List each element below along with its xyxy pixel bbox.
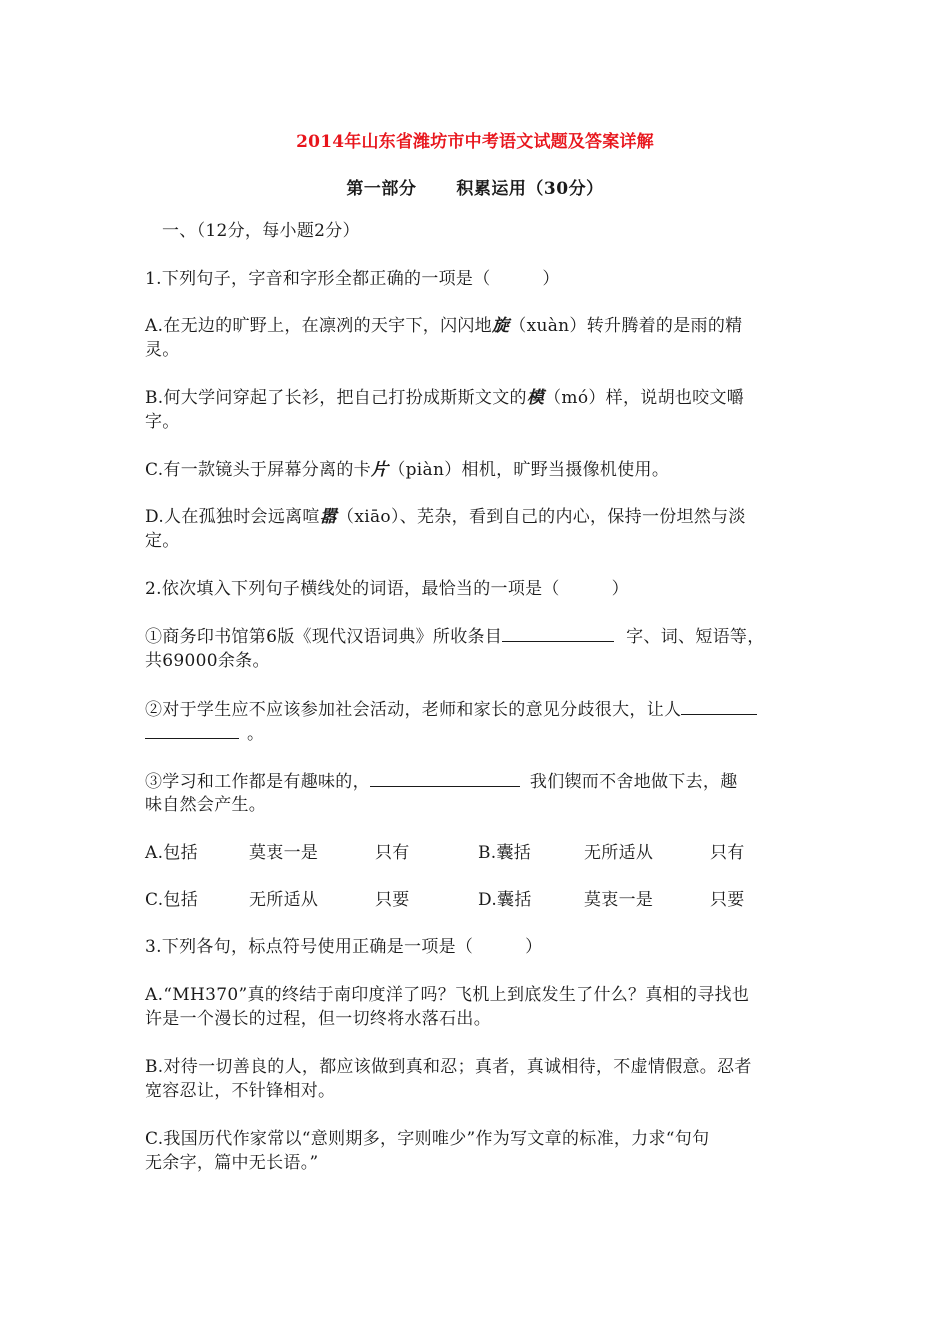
- answer-blank: [370, 769, 520, 787]
- section-heading: 一、（12分，每小题2分）: [162, 221, 360, 241]
- q2-sentence-1-line1: [145, 624, 817, 649]
- q2-option-b-label: B.囊括: [478, 843, 532, 863]
- q3-option-b-line2: 宽容忍让，不针锋相对。: [145, 1081, 336, 1101]
- q2-option-b-word3: 只有: [710, 843, 745, 863]
- q2-option-d-word3: 只要: [710, 890, 745, 910]
- q3-option-a-line2: 许是一个漫长的过程，但一切终将水落石出。: [145, 1009, 491, 1029]
- q2-option-c-label: C.包括: [145, 890, 199, 910]
- part-heading: [0, 174, 950, 199]
- q2-s2-text-post: 。: [247, 724, 265, 744]
- q1-d-text: D.人在孤独时会远离喧: [145, 507, 320, 527]
- answer-blank: [502, 624, 614, 642]
- q3-option-a-line1: A.“MH370”真的终结于南印度洋了吗？飞机上到底发生了什么？真相的寻找也: [145, 985, 750, 1005]
- q2-sentence-3-line2: 味自然会产生。: [145, 795, 267, 815]
- q1-option-d-line2: 定。: [145, 531, 180, 551]
- q2-option-c-word2: 无所适从: [249, 890, 319, 910]
- q2-option-c-word3: 只要: [375, 890, 410, 910]
- q1-a-highlight: 旋: [491, 316, 510, 336]
- q2-s3-text-post: 我们锲而不舍地做下去，趣: [529, 772, 738, 792]
- q1-option-a-line2: 灵。: [145, 340, 180, 360]
- q2-option-a-label: A.包括: [145, 843, 198, 863]
- q2-s3-text: ③学习和工作都是有趣味的，: [145, 772, 370, 792]
- q1-d-text-post: （xiāo）、芜杂，看到自己的内心，保持一份坦然与淡: [337, 507, 746, 527]
- q2-sentence-2-line2: [145, 721, 817, 746]
- q2-sentence-3-line1: [145, 769, 817, 794]
- answer-blank: [681, 697, 757, 715]
- question-3-stem: 3.下列各句，标点符号使用正确是一项是（ ）: [145, 937, 543, 957]
- q1-option-d-line1: [145, 505, 817, 529]
- answer-blank: [145, 721, 239, 739]
- q3-option-c-line2: 无余字，篇中无长语。”: [145, 1153, 319, 1173]
- q2-option-a-word2: 莫衷一是: [249, 843, 319, 863]
- q2-s1-text-post: 字、词、短语等，: [626, 627, 765, 647]
- q1-b-text: B.何大学问穿起了长衫，把自己打扮成斯斯文文的: [145, 388, 527, 408]
- q1-option-c-line1: [145, 458, 817, 482]
- q1-a-text: A.在无边的旷野上，在凛冽的天宇下，闪闪地: [145, 316, 492, 336]
- part-label: 第一部分: [346, 179, 417, 199]
- q2-s1-text: ①商务印书馆第6版《现代汉语词典》所收条目: [145, 627, 503, 647]
- q1-option-a-line1: [145, 314, 817, 338]
- part-name: 积累运用（30分）: [456, 179, 604, 199]
- q3-option-c-line1: C.我国历代作家常以“意则期多，字则唯少”作为写文章的标准，力求“句句: [145, 1129, 710, 1149]
- q1-c-highlight: 片: [371, 460, 389, 480]
- question-1-stem: 1.下列句子，字音和字形全都正确的一项是（ ）: [145, 269, 560, 289]
- document-title: 2014年山东省潍坊市中考语文试题及答案详解: [296, 132, 654, 152]
- q2-s2-text: ②对于学生应不应该参加社会活动，老师和家长的意见分歧很大，让人: [145, 700, 682, 720]
- q1-b-highlight: 模: [526, 388, 545, 408]
- q2-sentence-2-line1: [145, 697, 817, 722]
- q3-option-b-line1: B.对待一切善良的人，都应该做到真和忍；真者，真诚相待，不虚情假意。忍者: [145, 1057, 752, 1077]
- q2-sentence-1-line2: 共69000余条。: [145, 651, 270, 671]
- q1-c-text-post: （piàn）相机，旷野当摄像机使用。: [388, 460, 670, 480]
- q2-option-b-word2: 无所适从: [584, 843, 654, 863]
- q1-d-highlight: 嚣: [319, 507, 338, 527]
- q1-a-text-post: （xuàn）转升腾着的是雨的精: [509, 316, 743, 336]
- q2-option-d-label: D.囊括: [478, 890, 532, 910]
- q1-b-text-post: （mó）样，说胡也咬文嚼: [544, 388, 745, 408]
- q2-option-a-word3: 只有: [375, 843, 410, 863]
- question-2-stem: 2.依次填入下列句子横线处的词语，最恰当的一项是（ ）: [145, 579, 629, 599]
- q2-option-d-word2: 莫衷一是: [584, 890, 654, 910]
- q1-c-text: C.有一款镜头于屏幕分离的卡: [145, 460, 372, 480]
- q1-option-b-line2: 字。: [145, 412, 180, 432]
- q1-option-b-line1: [145, 386, 817, 410]
